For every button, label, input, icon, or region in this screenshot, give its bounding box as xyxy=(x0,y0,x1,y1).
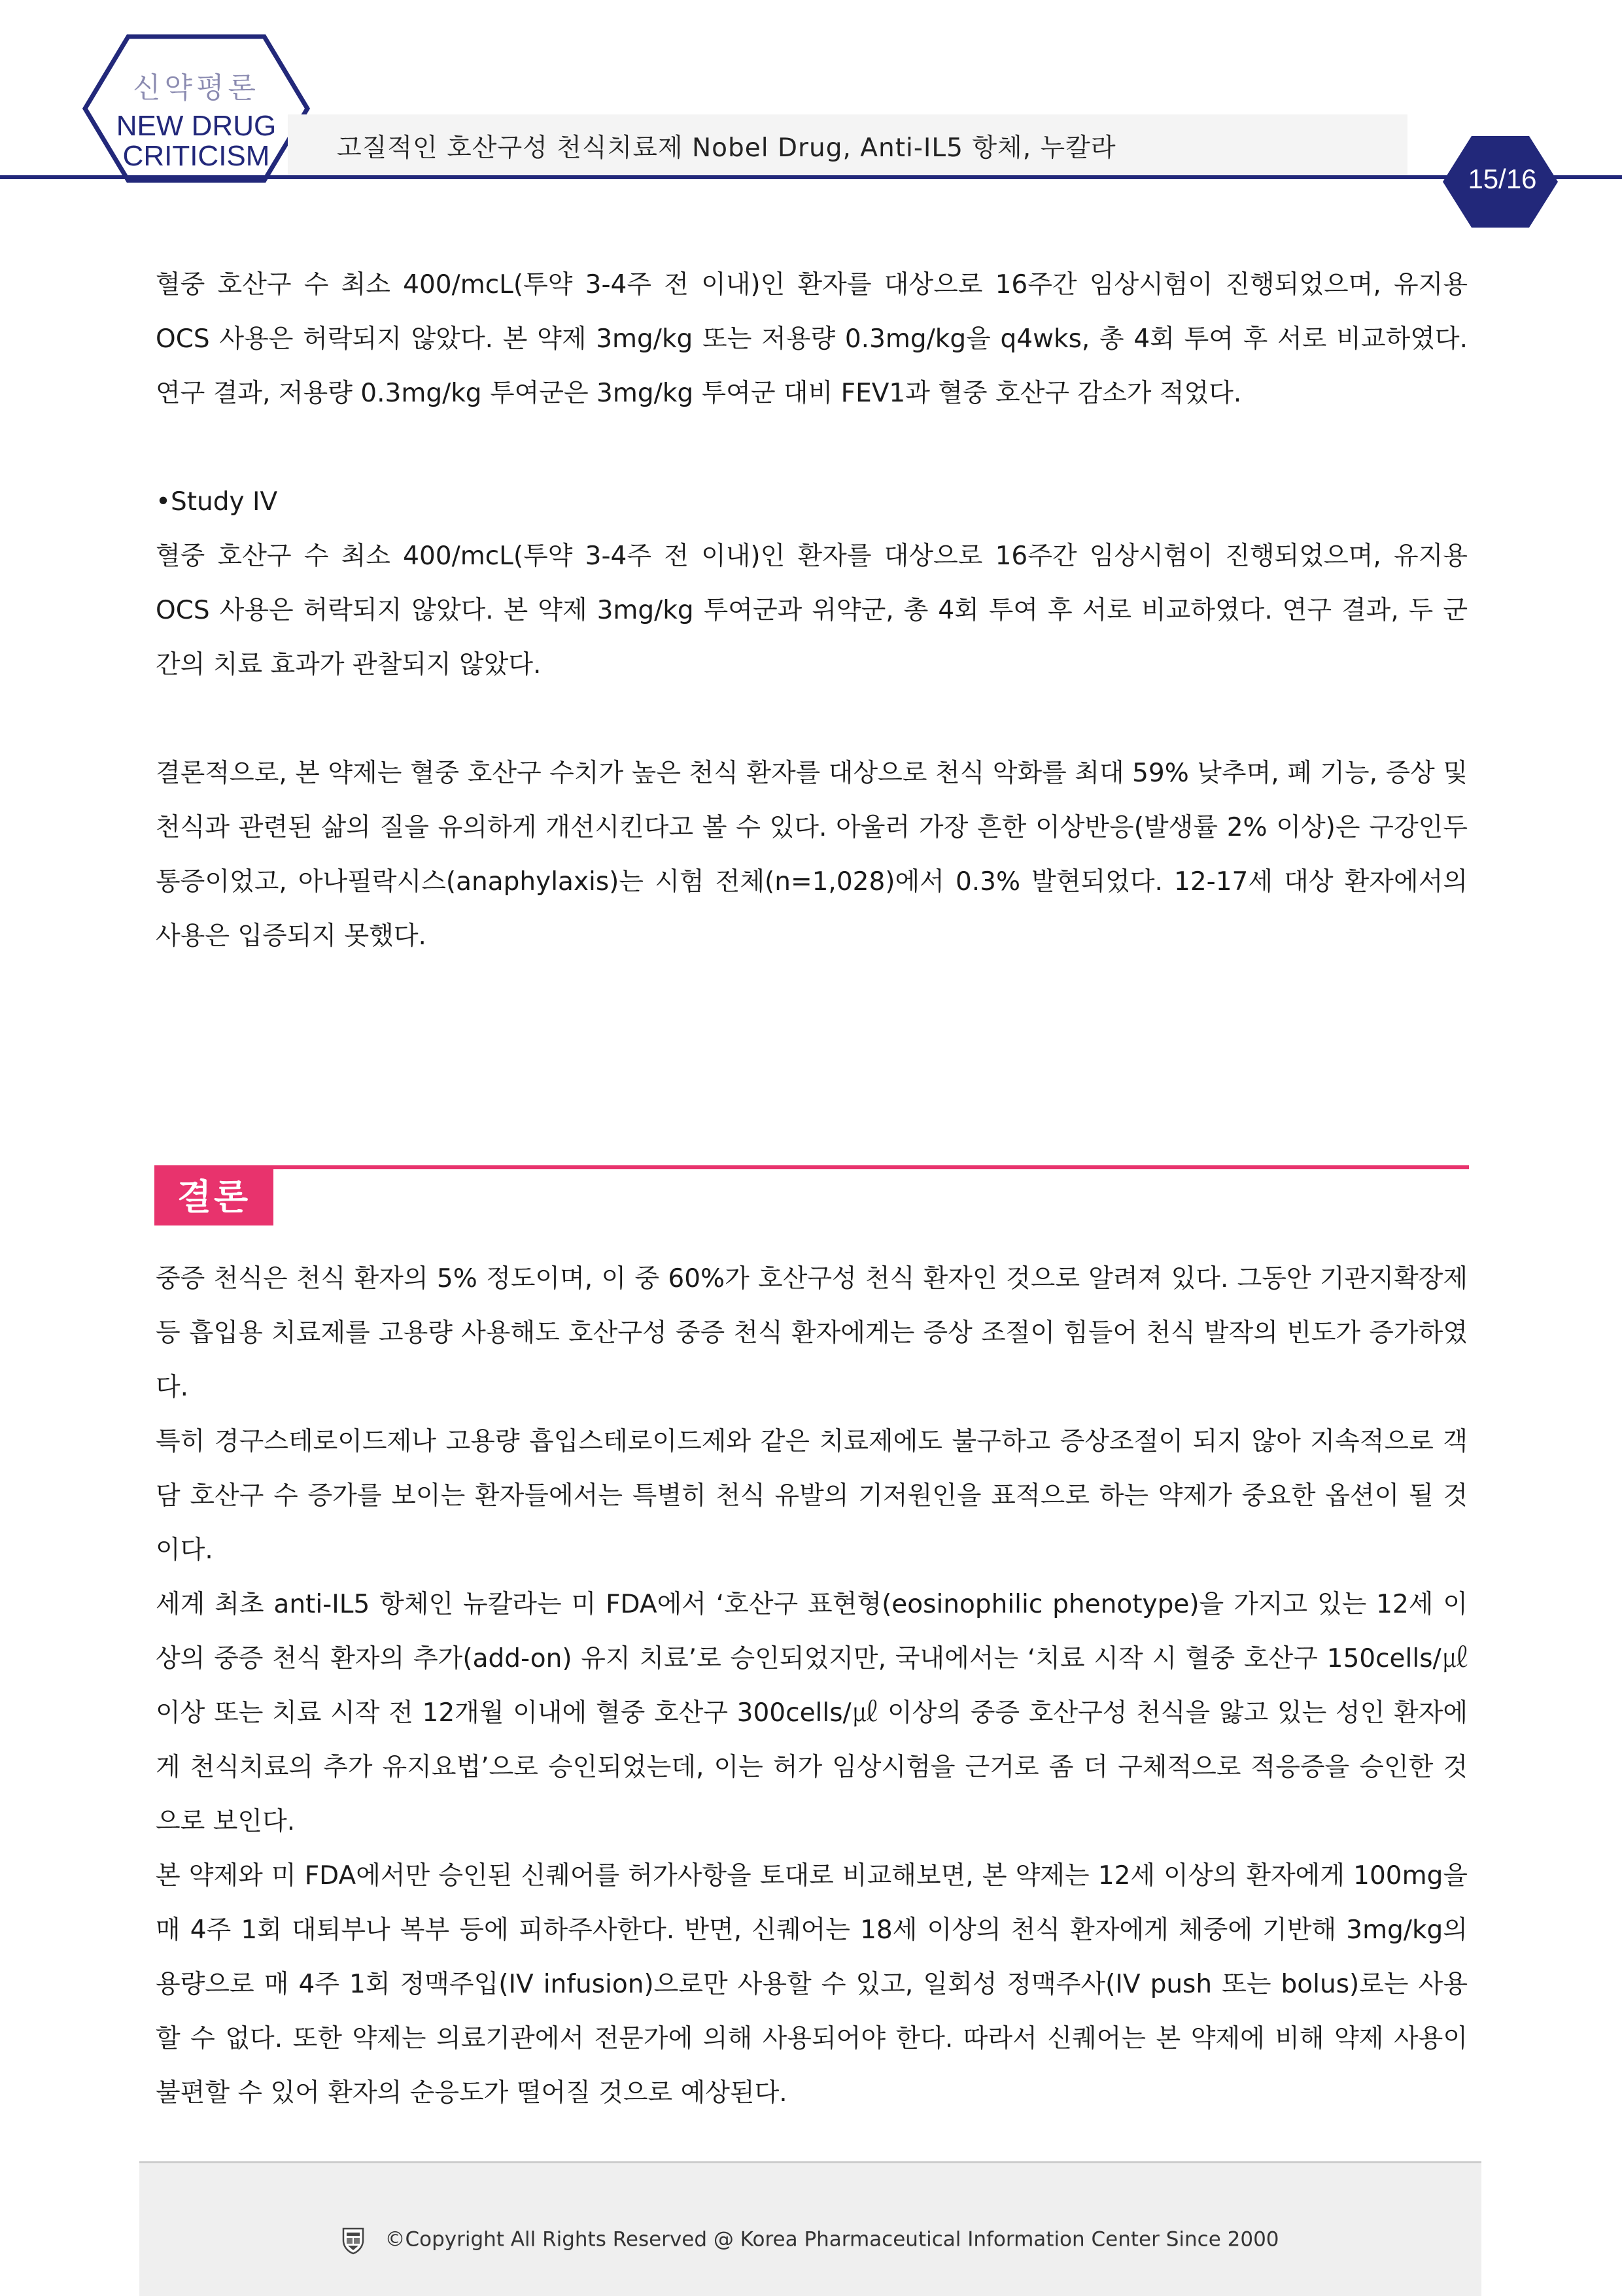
header-rule xyxy=(0,175,1622,179)
conclusion-section-heading xyxy=(154,1165,1469,1231)
copyright-text: ©Copyright All Rights Reserved @ Korea Pharmaceutical Information Center Since 2000 xyxy=(385,2227,1279,2252)
page-footer xyxy=(139,2161,1481,2296)
conclusion-paragraph-4: 본 약제와 미 FDA에서만 승인된 신퀘어를 허가사항을 토대로 비교해보면, 본 약제는 12세 이상의 환자에게 100mg을 매 4주 1회 대퇴부나 복부 등에 피하주사한다. 반면, 신퀘어는 18세 이상의 천식 환자에게 체중에 기반해 3mg/kg의 용량으로 매 4주 1회 정맥주입(IV infusion)으로만 사용할 수 있고, 일회성 정맥주사(IV push 또는 bolus)로는 사용할 수 없다. 또한 약제는 의료기관에서 전문가에 의해 사용되어야 한다. 따라서 신퀘어는 본 약제에 비해 약제 사용이 불편할 수 있어 환자의 순응도가 떨어질 것으로 예상된다. xyxy=(156,1861,1468,2108)
kpic-shield-logo-icon xyxy=(341,2226,365,2255)
heading-label: 결론 xyxy=(154,1169,273,1225)
conclusion-paragraph-3: 세계 최초 anti-IL5 항체인 뉴칼라는 미 FDA에서 ‘호산구 표현형(eosinophilic phenotype)을 가지고 있는 12세 이상의 중증 천식 환자의 추가(add-on) 유지 치료’로 승인되었지만, 국내에서는 ‘치료 시작 시 혈중 호산구 150cells/㎕ 이상 또는 치료 시작 전 12개월 이내에 혈중 호산구 300cells/㎕ 이상의 중증 호산구성 천식을 앓고 있는 성인 환자에게 천식치료의 추가 유지요법’으로 승인되었는데, 이는 허가 임상시험을 근거로 좀 더 구체적으로 적응증을 승인한 것으로 보인다. xyxy=(156,1590,1468,1836)
conclusion-paragraph-2: 특히 경구스테로이드제나 고용량 흡입스테로이드제와 같은 치료제에도 불구하고 증상조절이 되지 않아 지속적으로 객담 호산구 수 증가를 보이는 환자들에서는 특별히 천식 유발의 기저원인을 표적으로 하는 약제가 중요한 옵션이 될 것이다. xyxy=(156,1427,1468,1565)
page-number: 15/16 xyxy=(1468,163,1537,194)
paragraph-summary: 결론적으로, 본 약제는 혈중 호산구 수치가 높은 천식 환자를 대상으로 천식 악화를 최대 59% 낮추며, 폐 기능, 증상 및 천식과 관련된 삶의 질을 유의하게 개선시킨다고 볼 수 있다. 아울러 가장 흔한 이상반응(발생률 2% 이상)은 구강인두 통증이었고, 아나필락시스(anaphylaxis)는 시험 전체(n=1,028)에서 0.3% 발현되었다. 12-17세 대상 환자에서의 사용은 입증되지 못했다. xyxy=(156,759,1468,951)
brand-name-english-line1: NEW DRUG xyxy=(116,110,277,142)
footer-copyright-line xyxy=(139,2226,1481,2255)
conclusion-paragraph-1: 중증 천식은 천식 환자의 5% 정도이며, 이 중 60%가 호산구성 천식 환자인 것으로 알려져 있다. 그동안 기관지확장제 등 흡입용 치료제를 고용량 사용해도 호산구성 중증 천식 환자에게는 증상 조절이 힘들어 천식 발작의 빈도가 증가하였다. xyxy=(156,1264,1468,1402)
brand-name-english-line2: CRITICISM xyxy=(122,140,270,172)
document-title: 고질적인 호산구성 천식치료제 Nobel Drug, Anti-IL5 항체, 누칼라 xyxy=(337,133,1116,163)
paragraph-study-iii-results: 혈중 호산구 수 최소 400/mcL(투약 3-4주 전 이내)인 환자를 대상으로 16주간 임상시험이 진행되었으며, 유지용 OCS 사용은 허락되지 않았다. 본 약제 3mg/kg 또는 저용량 0.3mg/kg을 q4wks, 총 4회 투여 후 서로 비교하였다. 연구 결과, 저용량 0.3mg/kg 투여군은 3mg/kg 투여군 대비 FEV1과 혈중 호산구 감소가 적었다. xyxy=(156,270,1468,408)
heading-rule xyxy=(154,1165,1469,1169)
paragraph-study-iv-results: 혈중 호산구 수 최소 400/mcL(투약 3-4주 전 이내)인 환자를 대상으로 16주간 임상시험이 진행되었으며, 유지용 OCS 사용은 허락되지 않았다. 본 약제 3mg/kg 투여군과 위약군, 총 4회 투여 후 서로 비교하였다. 연구 결과, 두 군 간의 치료 효과가 관찰되지 않았다. xyxy=(156,541,1468,679)
brand-name-korean: 신약평론 xyxy=(132,71,260,105)
page-header xyxy=(0,0,1622,235)
study-iv-bullet: •Study IV xyxy=(156,487,278,517)
